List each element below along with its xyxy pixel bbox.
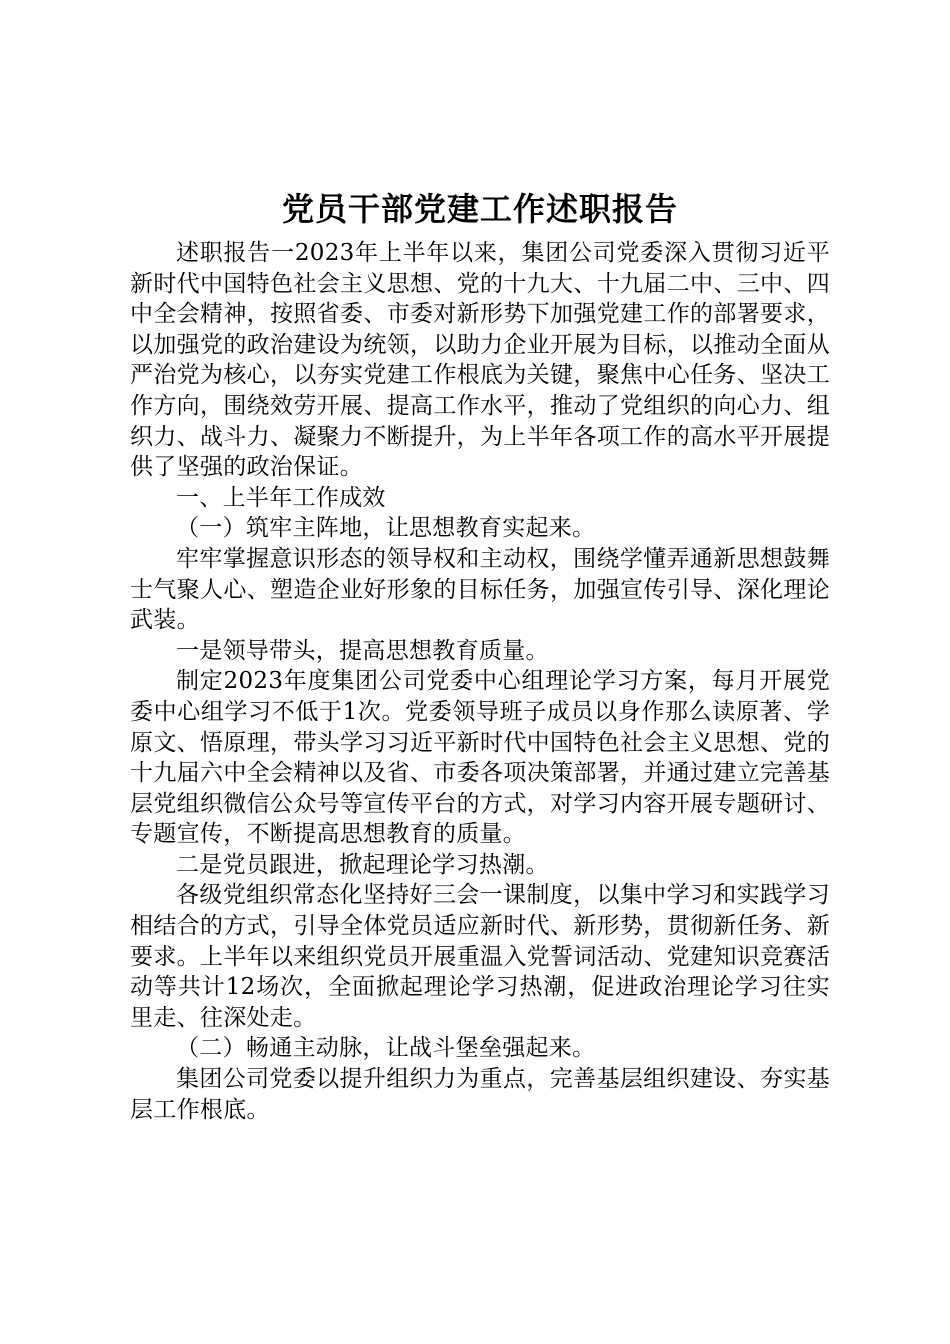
paragraph-study-activities: 各级党组织常态化坚持好三会一课制度，以集中学习和实践学习相结合的方式，引导全体党员适应新时代、新形势，贯彻新任务、新要求。上半年以来组织党员开展重温入党誓词活动、党建知识竞赛活动等共计12场次，全面掀起理论学习热潮，促进政治理论学习往实里走、往深处走。 <box>130 882 830 1031</box>
subsection-heading-1: （一）筑牢主阵地，让思想教育实起来。 <box>176 515 596 542</box>
paragraph-intro: 述职报告一2023年上半年以来，集团公司党委深入贯彻习近平新时代中国特色社会主义思想、党的十九大、十九届二中、三中、四中全会精神，按照省委、市委对新形势下加强党建工作的部署要求，以加强党的政治建设为统领，以助力企业开展为目标，以推动全面从严治党为核心，以夯实党建工作根底为关键，聚焦中心任务、坚决工作方向，围绕效劳开展、提高工作水平，推动了党组织的向心力、组织力、战斗力、凝聚力不断提升，为上半年各项工作的高水平开展提供了坚强的政治保证。 <box>130 240 830 481</box>
paragraph-organization: 集团公司党委以提升组织力为重点，完善基层组织建设、夯实基层工作根底。 <box>130 1066 830 1123</box>
subsection-heading-2: （二）畅通主动脉，让战斗堡垒强起来。 <box>176 1035 596 1062</box>
section-heading-1: 一、上半年工作成效 <box>176 484 386 511</box>
paragraph-ideology: 牢牢掌握意识形态的领导权和主动权，围绕学懂弄通新思想鼓舞士气聚人心、塑造企业好形象的目标任务，加强宣传引导、深化理论武装。 <box>130 545 830 634</box>
point-heading-2: 二是党员跟进，掀起理论学习热潮。 <box>176 851 549 878</box>
document-page <box>130 186 830 1125</box>
document-title: 党员干部党建工作述职报告 <box>281 190 678 228</box>
paragraph-study-plan: 制定2023年度集团公司党委中心组理论学习方案，每月开展党委中心组学习不低于1次。党委领导班子成员以身作那么读原著、学原文、悟原理，带头学习习近平新时代中国特色社会主义思想、党的十九届六中全会精神以及省、市委各项决策部署，并通过建立完善基层党组织微信公众号等宣传平台的方式，对学习内容开展专题研讨、专题宣传，不断提高思想教育的质量。 <box>130 668 830 848</box>
point-heading-1: 一是领导带头，提高思想教育质量。 <box>176 637 549 664</box>
